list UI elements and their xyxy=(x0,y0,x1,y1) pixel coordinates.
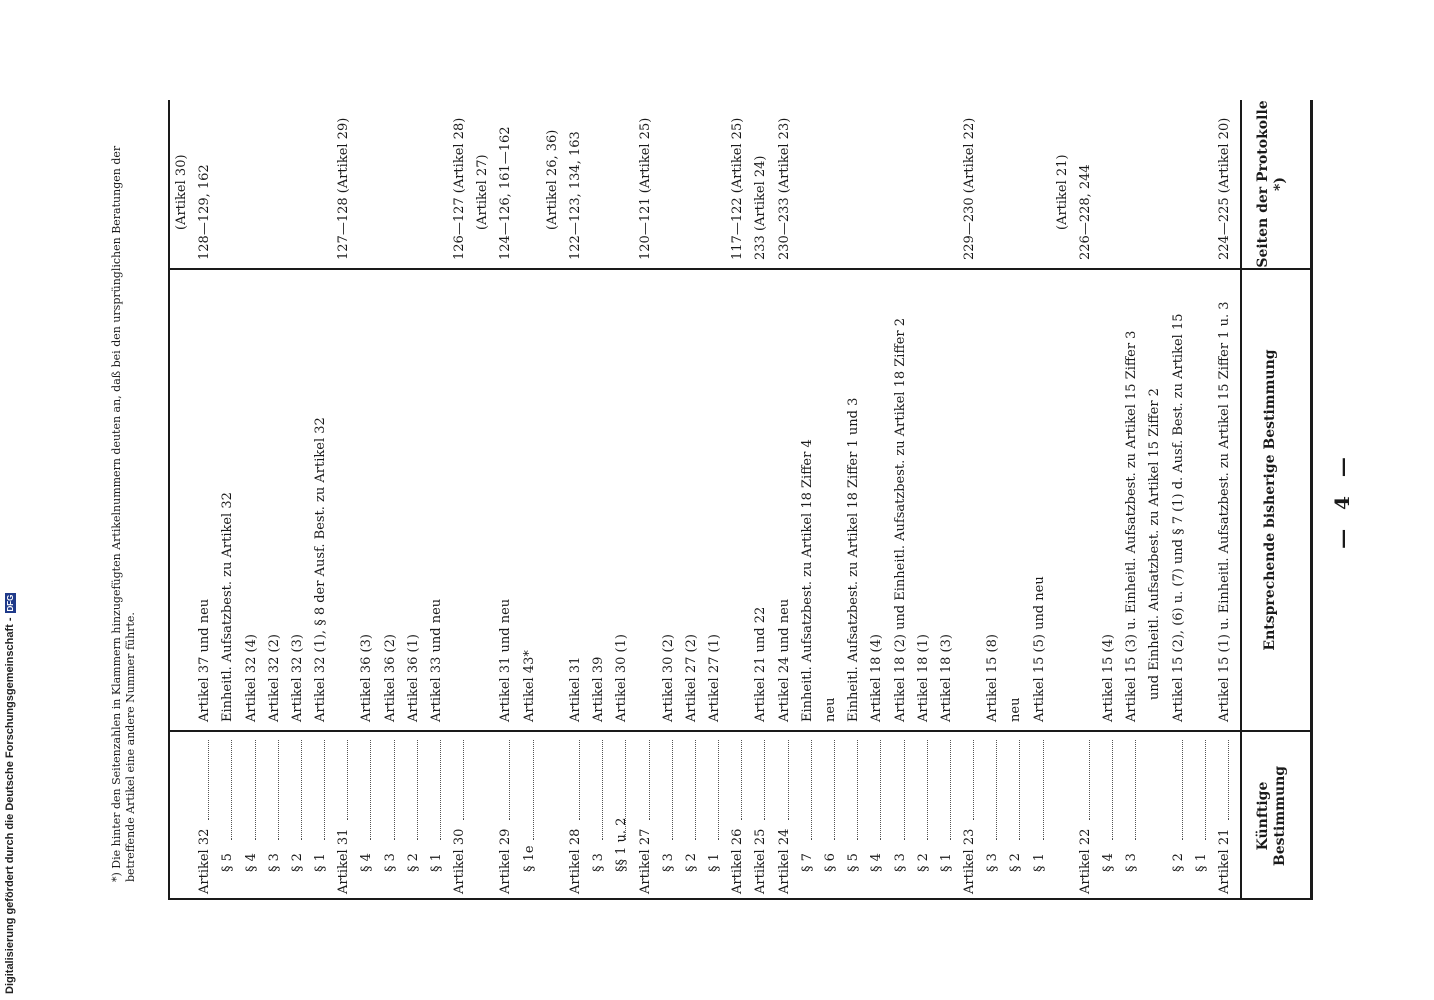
protocol-pages-cell: 226—228, 244 xyxy=(1077,164,1093,260)
dot-leader xyxy=(649,740,650,820)
future-provision-cell: Artikel 31 xyxy=(336,828,352,894)
dot-leader xyxy=(417,740,418,840)
future-provision-cell: § 3 xyxy=(1124,853,1140,872)
dfg-logo: DFG xyxy=(5,594,15,612)
future-provision-cell: § 1 xyxy=(428,853,444,872)
previous-provision-cell: Artikel 27 (2) xyxy=(683,634,699,722)
future-provision-cell: Artikel 22 xyxy=(1077,828,1093,894)
dot-leader xyxy=(741,740,742,820)
dot-leader xyxy=(1135,740,1136,840)
protocol-pages-cell: (Artikel 21) xyxy=(1054,154,1070,230)
dot-leader xyxy=(255,740,256,840)
previous-provision-cell: Artikel 15 (1) u. Einheitl. Aufsatzbest. zu Artikel 15 Ziffer 1 u. 3 xyxy=(1217,301,1232,722)
previous-provision-cell: Artikel 33 und neu xyxy=(428,598,444,722)
column-divider-1 xyxy=(168,898,1313,900)
previous-provision-cell: Artikel 39 xyxy=(591,656,607,722)
column-divider-3 xyxy=(168,268,1313,270)
future-provision-cell: Artikel 32 xyxy=(197,828,213,894)
dot-leader xyxy=(996,740,997,840)
future-provision-cell: § 3 xyxy=(382,853,398,872)
future-provision-cell: § 3 xyxy=(892,853,908,872)
page-number: — 4 — xyxy=(1330,451,1354,549)
future-provision-cell: § 2 xyxy=(405,853,421,872)
watermark-text: Digitalisierung gefördert durch die Deutsche Forschungsgemeinschaft - xyxy=(4,617,16,994)
previous-provision-cell: Artikel 30 (2) xyxy=(660,634,676,722)
dot-leader xyxy=(1019,740,1020,840)
protocol-pages-cell: 124—126, 161—162 xyxy=(498,126,514,260)
future-provision-cell: § 1 xyxy=(707,853,723,872)
header-previous-provision: Entsprechende bisherige Bestimmung xyxy=(1262,349,1278,651)
protocol-pages-cell: 230—233 (Artikel 23) xyxy=(776,117,792,260)
previous-provision-cell: neu xyxy=(822,697,838,722)
previous-provision-cell: Artikel 36 (1) xyxy=(405,634,421,722)
future-provision-cell: Artikel 28 xyxy=(568,828,584,894)
dot-leader xyxy=(904,740,905,840)
dot-leader xyxy=(927,740,928,840)
dot-leader xyxy=(811,740,812,840)
dot-leader xyxy=(1228,740,1229,820)
dot-leader xyxy=(834,740,835,840)
future-provision-cell: § 3 xyxy=(660,853,676,872)
dot-leader xyxy=(718,740,719,840)
previous-provision-cell: Artikel 15 (3) u. Einheitl. Aufsatzbest. zu Artikel 15 Ziffer 3 xyxy=(1124,330,1140,722)
previous-provision-cell: Artikel 32 (1), § 8 der Ausf. Best. zu Artikel 32 xyxy=(313,417,329,722)
previous-provision-cell: Artikel 43* xyxy=(521,650,537,722)
previous-provision-cell: Einheitl. Aufsatzbest. zu Artikel 32 xyxy=(220,492,236,722)
future-provision-cell: Artikel 26 xyxy=(730,828,746,894)
dot-leader xyxy=(440,740,441,840)
future-provision-cell: §§ 1 u. 2 xyxy=(614,817,630,872)
future-provision-cell: § 2 xyxy=(683,853,699,872)
previous-provision-cell: Artikel 15 (4) xyxy=(1101,634,1117,722)
future-provision-cell: § 2 xyxy=(1008,853,1024,872)
previous-provision-cell: Artikel 18 (2) und Einheitl. Aufsatzbest. zu Artikel 18 Ziffer 2 xyxy=(892,317,908,722)
future-provision-cell: § 7 xyxy=(799,853,815,872)
previous-provision-cell: Artikel 31 und neu xyxy=(498,598,514,722)
future-provision-cell: Artikel 30 xyxy=(452,828,468,894)
future-provision-cell: § 1 xyxy=(1193,853,1209,872)
previous-provision-cell: Artikel 36 (3) xyxy=(359,634,375,722)
protocol-pages-cell: 117—122 (Artikel 25) xyxy=(730,117,746,260)
future-provision-cell: Artikel 27 xyxy=(637,828,653,894)
dot-leader xyxy=(208,740,209,820)
dot-leader xyxy=(231,740,232,840)
previous-provision-cell: Artikel 32 (2) xyxy=(266,634,282,722)
column-divider-2 xyxy=(168,730,1313,732)
future-provision-cell: § 4 xyxy=(1101,853,1117,872)
protocol-pages-cell: 120—121 (Artikel 25) xyxy=(637,117,653,260)
dot-leader xyxy=(347,740,348,820)
previous-provision-cell: Artikel 24 und neu xyxy=(776,598,792,722)
future-provision-cell: Artikel 21 xyxy=(1217,828,1232,894)
dot-leader xyxy=(672,740,673,840)
dot-leader xyxy=(602,740,603,840)
future-provision-cell: § 3 xyxy=(591,853,607,872)
protocol-pages-cell: 127—128 (Artikel 29) xyxy=(336,117,352,260)
protocol-pages-cell: 128—129, 162 xyxy=(197,164,213,260)
future-provision-cell: § 2 xyxy=(915,853,931,872)
future-provision-cell: § 5 xyxy=(846,853,862,872)
header-protocol-pages: Seiten der Protokolle *) xyxy=(1255,100,1288,268)
previous-provision-cell: Artikel 37 und neu xyxy=(197,598,213,722)
future-provision-cell: § 6 xyxy=(822,853,838,872)
footnote: *) Die hinter den Seitenzahlen in Klammern hinzugefügten Artikelnummern deuten an, daß bei den ursprünglichen Beratungen der betreffende Artikel eine andere Nummer führte. xyxy=(110,145,137,882)
previous-provision-cell: Artikel 15 (8) xyxy=(985,634,1001,722)
header-future-provision: Künftige Bestimmung xyxy=(1255,765,1288,867)
previous-provision-cell: Einheitl. Aufsatzbest. zu Artikel 18 Ziffer 4 xyxy=(799,439,815,722)
future-provision-cell: § 3 xyxy=(266,853,282,872)
dot-leader xyxy=(1182,740,1183,840)
future-provision-cell: § 4 xyxy=(869,853,885,872)
protocol-pages-cell: (Artikel 27) xyxy=(475,154,491,230)
previous-provision-cell: Artikel 18 (1) xyxy=(915,634,931,722)
dot-leader xyxy=(950,740,951,840)
future-provision-cell: § 1 xyxy=(1031,853,1047,872)
dot-leader xyxy=(880,740,881,840)
dot-leader xyxy=(278,740,279,840)
protocol-pages-cell: 126—127 (Artikel 28) xyxy=(452,117,468,260)
previous-provision-cell: Artikel 32 (4) xyxy=(243,634,259,722)
future-provision-cell: § 2 xyxy=(1170,853,1186,872)
previous-provision-cell: Artikel 32 (3) xyxy=(289,634,305,722)
future-provision-cell: Artikel 24 xyxy=(776,828,792,894)
dot-leader xyxy=(1112,740,1113,840)
dot-leader xyxy=(533,740,534,840)
table-top-rule xyxy=(1310,100,1313,900)
dot-leader xyxy=(509,740,510,820)
dot-leader xyxy=(579,740,580,820)
previous-provision-cell: Einheitl. Aufsatzbest. zu Artikel 18 Ziffer 1 und 3 xyxy=(846,397,862,722)
dot-leader xyxy=(463,740,464,820)
dot-leader xyxy=(370,740,371,840)
dot-leader xyxy=(857,740,858,840)
protocol-pages-cell: (Artikel 26, 36) xyxy=(544,129,560,230)
future-provision-cell: Artikel 25 xyxy=(753,828,769,894)
previous-provision-cell: Artikel 15 (5) und neu xyxy=(1031,576,1047,722)
previous-provision-cell: Artikel 18 (3) xyxy=(938,634,954,722)
table-header-rule xyxy=(1240,100,1242,900)
dot-leader xyxy=(324,740,325,840)
table-bottom-rule xyxy=(168,100,170,900)
dot-leader xyxy=(695,740,696,840)
future-provision-cell: § 5 xyxy=(220,853,236,872)
previous-provision-cell: Artikel 18 (4) xyxy=(869,634,885,722)
future-provision-cell: § 4 xyxy=(359,853,375,872)
future-provision-cell: Artikel 29 xyxy=(498,828,514,894)
dot-leader xyxy=(788,740,789,820)
dot-leader xyxy=(973,740,974,820)
future-provision-cell: § 4 xyxy=(243,853,259,872)
previous-provision-cell: Artikel 15 (2), (6) u. (7) und § 7 (1) d. Ausf. Best. zu Artikel 15 xyxy=(1170,313,1186,722)
dot-leader xyxy=(1089,740,1090,820)
previous-provision-cell: neu xyxy=(1008,697,1024,722)
protocol-pages-cell: 229—230 (Artikel 22) xyxy=(962,117,978,260)
future-provision-cell: § 1e xyxy=(521,845,537,872)
dot-leader xyxy=(1205,740,1206,840)
protocol-pages-cell: 233 (Artikel 24) xyxy=(753,155,769,260)
previous-provision-cell: Artikel 30 (1) xyxy=(614,634,630,722)
previous-provision-cell: Artikel 36 (2) xyxy=(382,634,398,722)
future-provision-cell: Artikel 23 xyxy=(962,828,978,894)
previous-provision-cell: Artikel 27 (1) xyxy=(707,634,723,722)
previous-provision-cell: Artikel 21 und 22 xyxy=(753,606,769,722)
dot-leader xyxy=(625,740,626,840)
previous-provision-cell: und Einheitl. Aufsatzbest. zu Artikel 15 Ziffer 2 xyxy=(1147,388,1163,700)
future-provision-cell: § 1 xyxy=(313,853,329,872)
protocol-pages-cell: 122—123, 134, 163 xyxy=(568,131,584,260)
dot-leader xyxy=(301,740,302,840)
dot-leader xyxy=(1043,740,1044,840)
previous-provision-cell: Artikel 31 xyxy=(568,656,584,722)
future-provision-cell: § 3 xyxy=(985,853,1001,872)
dot-leader xyxy=(764,740,765,820)
future-provision-cell: § 1 xyxy=(938,853,954,872)
protocol-pages-cell: (Artikel 30) xyxy=(174,154,189,230)
dot-leader xyxy=(394,740,395,840)
protocol-pages-cell: 224—225 (Artikel 20) xyxy=(1217,117,1232,260)
dfg-watermark xyxy=(4,593,16,994)
future-provision-cell: § 2 xyxy=(289,853,305,872)
